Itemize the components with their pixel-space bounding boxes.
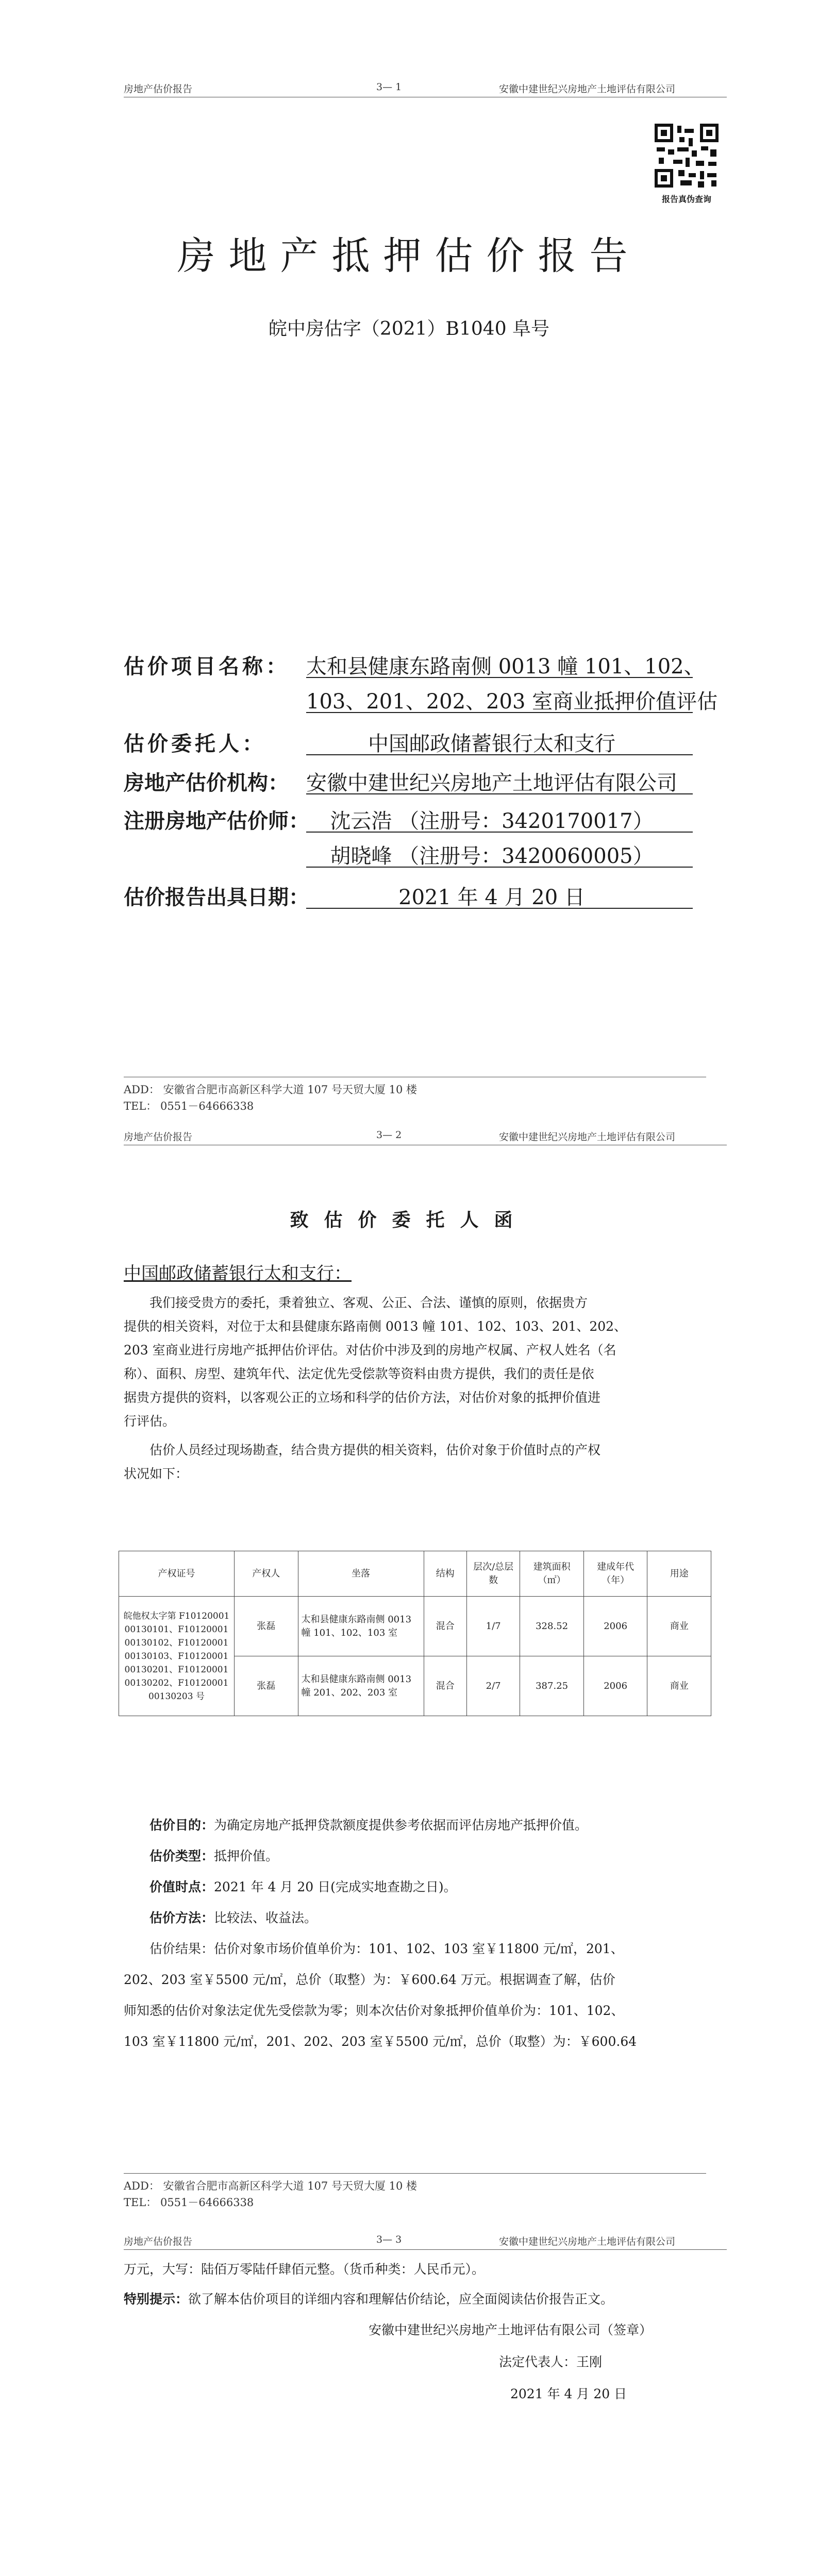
- underline: [306, 867, 693, 868]
- para2-line: 估价人员经过现场勘查，结合贵方提供的相关资料，估价对象于价值时点的产权: [149, 1443, 601, 1458]
- table-header: 建成年代（年）: [583, 1551, 647, 1597]
- type-value: 抵押价值。: [214, 1849, 279, 1863]
- para1-line: 称）、面积、房型、建筑年代、法定优先受偿款等资料由贵方提供，我们的责任是依: [124, 1366, 594, 1381]
- para1-line: 我们接受贵方的委托，秉着独立、客观、公正、合法、谨慎的原则，依据贵方: [149, 1295, 588, 1310]
- report-date-value: 2021 年 4 月 20 日: [398, 886, 585, 909]
- underline: [306, 832, 693, 833]
- report-number: 皖中房估字（2021）B1040 阜号: [268, 318, 550, 340]
- agency-value: 安徽中建世纪兴房地产土地评估有限公司: [306, 771, 677, 795]
- addressee: 中国邮政储蓄银行太和支行：: [124, 1263, 352, 1284]
- page-header-title: 房地产估价报告: [124, 83, 193, 95]
- footer-phone: TEL： 0551－64666338: [124, 1100, 254, 1112]
- report-title: 房地产抵押估价报告: [177, 234, 641, 278]
- structure-cell: 混合: [424, 1656, 466, 1716]
- project-name-label: 估价项目名称：: [124, 654, 290, 679]
- project-name-value-line2: 103、201、202、203 室商业抵押价值评估: [306, 690, 718, 714]
- underline: [306, 677, 693, 678]
- para1-line: 行评估。: [124, 1414, 176, 1429]
- footer-address: ADD： 安徽省合肥市高新区科学大道 107 号天贸大厦 10 楼: [124, 2180, 418, 2192]
- total-value-line: 万元，大写：陆佰万零陆仟肆佰元整。（货币种类：人民币元）。: [124, 2262, 485, 2277]
- agency-label: 房地产估价机构：: [124, 771, 289, 795]
- result-line: 103 室￥11800 元/㎡，201、202、203 室￥5500 元/㎡，总价（取整）为：￥600.64: [124, 2034, 637, 2049]
- area-cell: 387.25: [520, 1656, 584, 1716]
- value-date-value: 2021 年 4 月 20 日(完成实地查勘之日)。: [214, 1879, 457, 1894]
- method-value: 比较法、收益法。: [214, 1910, 318, 1925]
- footer-address: ADD： 安徽省合肥市高新区科学大道 107 号天贸大厦 10 楼: [124, 1083, 418, 1096]
- underline: [306, 754, 693, 755]
- location-cell: 太和县健康东路南侧 0013 幢 101、102、103 室: [298, 1597, 424, 1656]
- qr-caption: 报告真伪查询: [661, 194, 711, 204]
- underline: [306, 712, 693, 713]
- appraiser-label: 注册房地产估价师：: [124, 809, 309, 833]
- page-number: 3— 2: [376, 1129, 402, 1141]
- table-header: 建筑面积（㎡）: [520, 1551, 584, 1597]
- letter-title: 致估价委托人函: [290, 1209, 528, 1231]
- year-cell: 2006: [583, 1656, 647, 1716]
- underline: [306, 793, 693, 794]
- para1-line: 提供的相关资料，对位于太和县健康东路南侧 0013 幢 101、102、103、201、202、: [124, 1319, 627, 1334]
- signature-date: 2021 年 4 月 20 日: [510, 2386, 627, 2401]
- footer-phone: TEL： 0551－64666338: [124, 2196, 254, 2209]
- page-number: 3— 1: [376, 81, 402, 93]
- result-line: 202、203 室￥5500 元/㎡，总价（取整）为：￥600.64 万元。根据调查了解，估价: [124, 1972, 615, 1987]
- purpose-value: 为确定房地产抵押贷款额度提供参考依据而评估房地产抵押价值。: [214, 1818, 588, 1833]
- table-header: 产权证号: [119, 1551, 235, 1597]
- appraiser-1: 沈云浩 （注册号：3420170017）: [330, 809, 654, 833]
- footer-rule: [124, 2173, 706, 2174]
- special-note-value: 欲了解本估价项目的详细内容和理解估价结论，应全面阅读估价报告正文。: [188, 2292, 614, 2307]
- purpose-label: 估价目的：: [149, 1818, 214, 1833]
- qr-code-icon[interactable]: [655, 124, 719, 188]
- intro-paragraph: [124, 1291, 701, 1486]
- page-header-company: 安徽中建世纪兴房地产土地评估有限公司: [499, 2236, 676, 2247]
- year-cell: 2006: [583, 1597, 647, 1656]
- header-rule: [124, 2249, 727, 2250]
- method-label: 估价方法：: [149, 1910, 214, 1925]
- client-value: 中国邮政储蓄银行太和支行: [368, 732, 615, 756]
- project-name-value-line1: 太和县健康东路南侧 0013 幢 101、102、: [306, 655, 705, 679]
- table-header: 结构: [424, 1551, 466, 1597]
- type-label: 估价类型：: [149, 1849, 214, 1863]
- table-header: 用途: [647, 1551, 711, 1597]
- table-header: 层次/总层数: [466, 1551, 520, 1597]
- para1-line: 203 室商业进行房地产抵押估价评估。对估价中涉及到的房地产权属、产权人姓名（名: [124, 1343, 616, 1358]
- table-header: 产权人: [234, 1551, 298, 1597]
- company-signature: 安徽中建世纪兴房地产土地评估有限公司（签章）: [369, 2323, 653, 2337]
- result-line: 估价结果：估价对象市场价值单价为：101、102、103 室￥11800 元/㎡，201、: [149, 1941, 624, 1956]
- owner-cell: 张磊: [234, 1656, 298, 1716]
- result-line: 师知悉的估价对象法定优先受偿款为零；则本次估价对象抵押价值单价为：101、102、: [124, 2003, 624, 2018]
- floors-cell: 1/7: [466, 1597, 520, 1656]
- underline: [306, 908, 693, 909]
- page-header-company: 安徽中建世纪兴房地产土地评估有限公司: [499, 1131, 676, 1143]
- table-header: 坐落: [298, 1551, 424, 1597]
- report-date-label: 估价报告出具日期：: [124, 885, 309, 909]
- para2-line: 状况如下：: [124, 1466, 189, 1481]
- value-date-label: 价值时点：: [149, 1879, 214, 1894]
- appraiser-2: 胡晓峰 （注册号：3420060005）: [330, 844, 654, 868]
- page-number: 3— 3: [376, 2234, 402, 2245]
- use-cell: 商业: [647, 1656, 711, 1716]
- legal-representative: 法定代表人：王刚: [499, 2354, 603, 2369]
- special-note-label: 特别提示：: [124, 2292, 189, 2307]
- page-header-company: 安徽中建世纪兴房地产土地评估有限公司: [499, 83, 676, 95]
- area-cell: 328.52: [520, 1597, 584, 1656]
- owner-cell: 张磊: [234, 1597, 298, 1656]
- structure-cell: 混合: [424, 1597, 466, 1656]
- page-header-title: 房地产估价报告: [124, 2236, 193, 2247]
- property-table: [119, 1551, 711, 1716]
- use-cell: 商业: [647, 1597, 711, 1656]
- para1-line: 据贵方提供的资料，以客观公正的立场和科学的估价方法，对估价对象的抵押价值进: [124, 1390, 601, 1405]
- summary-block: [124, 1814, 701, 2054]
- page-header-title: 房地产估价报告: [124, 1131, 193, 1143]
- floors-cell: 2/7: [466, 1656, 520, 1716]
- location-cell: 太和县健康东路南侧 0013 幢 201、202、203 室: [298, 1656, 424, 1716]
- cert-number-cell: 皖他权太字第 F1012000100130101、F1012000100130102、F1012000100130103、F1012000100130201、F1012000100130202、F1012000100130203 号: [119, 1597, 235, 1716]
- table-row: [119, 1597, 711, 1656]
- client-label: 估价委托人：: [124, 732, 266, 756]
